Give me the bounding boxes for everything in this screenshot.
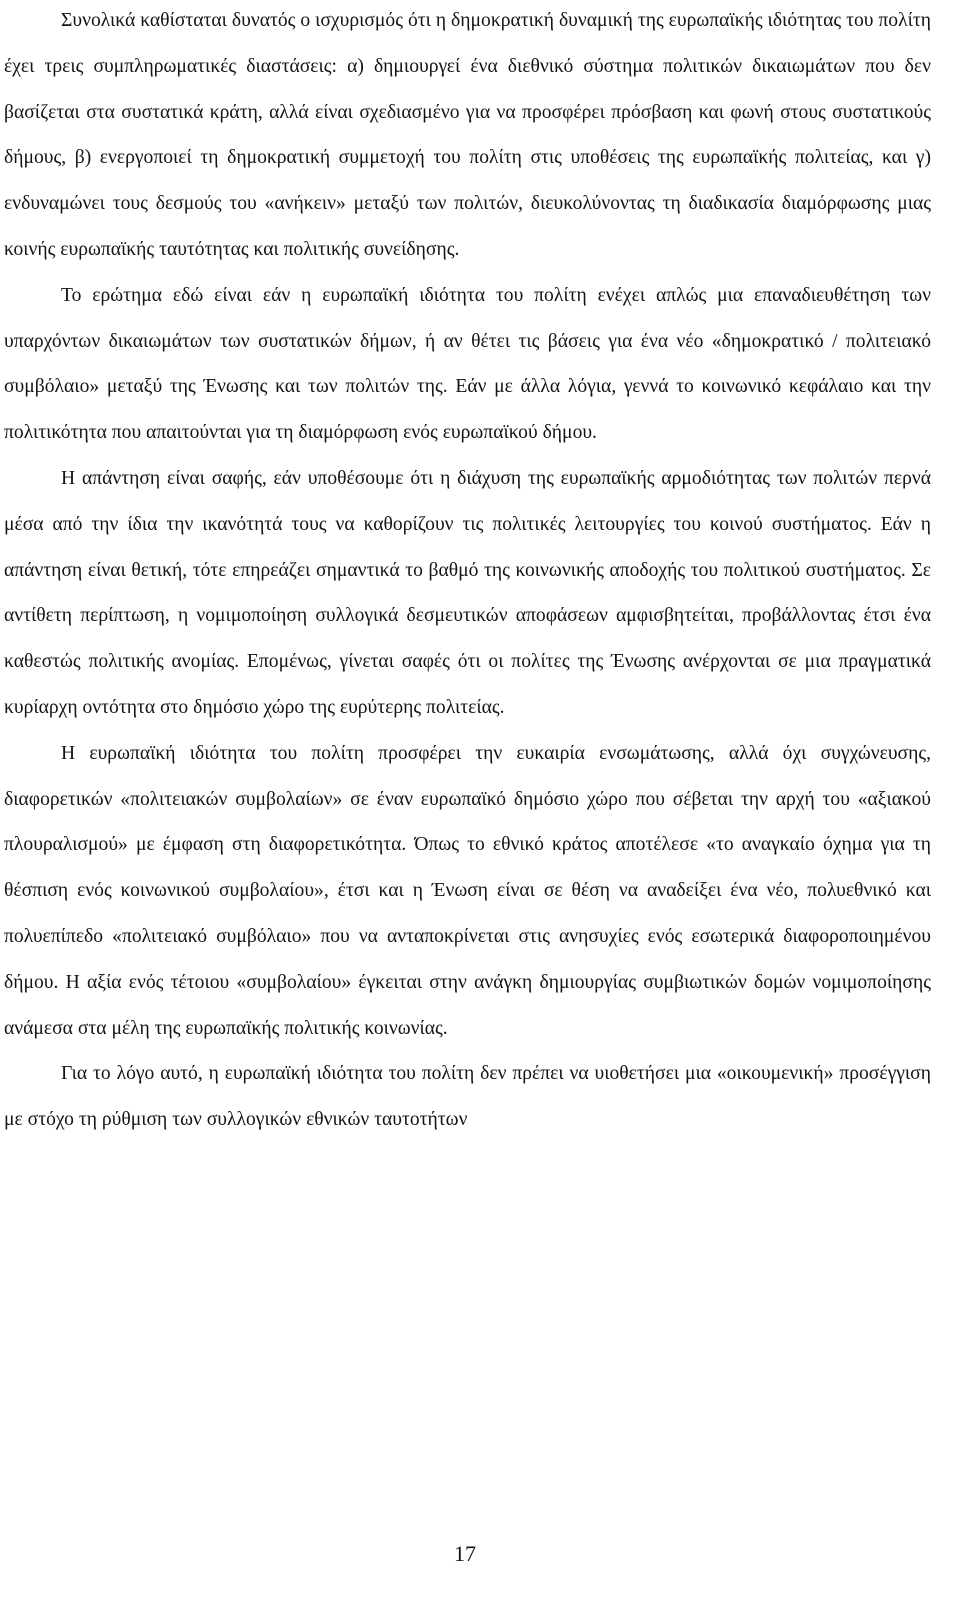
page-number: 17 [454, 1541, 476, 1566]
paragraph-2: Το ερώτημα εδώ είναι εάν η ευρωπαϊκή ιδιότητα του πολίτη ενέχει απλώς μια επαναδιευθέτηση των υπαρχόντων δικαιωμάτων των συστατικών δήμων, ή αν θέτει τις βάσεις για ένα νέο «δημοκρατικό / πολιτειακό συμβόλαιο» μεταξύ της Ένωσης και των πολιτών της. Εάν με άλλα λόγια, γεννά το κοινωνικό κεφάλαιο και την πολιτικότητα που απαιτούνται για τη διαμόρφωση ενός ευρωπαϊκού δήμου. [4, 284, 931, 444]
body-text [4, 0, 931, 1143]
paragraph-1: Συνολικά καθίσταται δυνατός ο ισχυρισμός ότι η δημοκρατική δυναμική της ευρωπαϊκής ιδιότητας του πολίτη έχει τρεις συμπληρωματικές διαστάσεις: α) δημιουργεί ένα διεθνικό σύστημα πολιτικών δικαιωμάτων που δεν βασίζεται στα συστατικά κράτη, αλλά είναι σχεδιασμένο για να προσφέρει πρόσβαση και φωνή στους συστατικούς δήμους, β) ενεργοποιεί τη δημοκρατική συμμετοχή του πολίτη στις υποθέσεις της ευρωπαϊκής πολιτείας, και γ) ενδυναμώνει τους δεσμούς του «ανήκειν» μεταξύ των πολιτών, διευκολύνοντας τη διαδικασία διαμόρφωσης μιας κοινής ευρωπαϊκής ταυτότητας και πολιτικής συνείδησης. [4, 10, 931, 260]
paragraph-4: Η ευρωπαϊκή ιδιότητα του πολίτη προσφέρει την ευκαιρία ενσωμάτωσης, αλλά όχι συγχώνευσης, διαφορετικών «πολιτειακών συμβολαίων» σε έναν ευρωπαϊκό δημόσιο χώρο που σέβεται την αρχή του «αξιακού πλουραλισμού» με έμφαση στη διαφορετικότητα. Όπως το εθνικό κράτος αποτέλεσε «το αναγκαίο όχημα για τη θέσπιση ενός κοινωνικού συμβολαίου», έτσι και η Ένωση είναι σε θέση να αναδείξει ένα νέο, πολυεθνικό και πολυεπίπεδο «πολιτειακό συμβόλαιο» που να ανταποκρίνεται στις ανησυχίες ενός εσωτερικά διαφοροποιημένου δήμου. Η αξία ενός τέτοιου «συμβολαίου» έγκειται στην ανάγκη δημιουργίας συμβιωτικών δομών νομιμοποίησης ανάμεσα στα μέλη της ευρωπαϊκής πολιτικής κοινωνίας. [4, 742, 931, 1039]
paragraph-5: Για το λόγο αυτό, η ευρωπαϊκή ιδιότητα του πολίτη δεν πρέπει να υιοθετήσει μια «οικουμενική» προσέγγιση με στόχο τη ρύθμιση των συλλογικών εθνικών ταυτοτήτων [4, 1063, 931, 1131]
paragraph-3: Η απάντηση είναι σαφής, εάν υποθέσουμε ότι η διάχυση της ευρωπαϊκής αρμοδιότητας των πολιτών περνά μέσα από την ίδια την ικανότητά τους να καθορίζουν τις πολιτικές λειτουργίες του κοινού συστήματος. Εάν η απάντηση είναι θετική, τότε επηρεάζει σημαντικά το βαθμό της κοινωνικής αποδοχής του πολιτικού συστήματος. Σε αντίθετη περίπτωση, η νομιμοποίηση συλλογικά δεσμευτικών αποφάσεων αμφισβητείται, προβάλλοντας έτσι ένα καθεστώς πολιτικής ανομίας. Επομένως, γίνεται σαφές ότι οι πολίτες της Ένωσης ανέρχονται σε μια πραγματικά κυρίαρχη οντότητα στο δημόσιο χώρο της ευρύτερης πολιτείας. [4, 467, 931, 718]
